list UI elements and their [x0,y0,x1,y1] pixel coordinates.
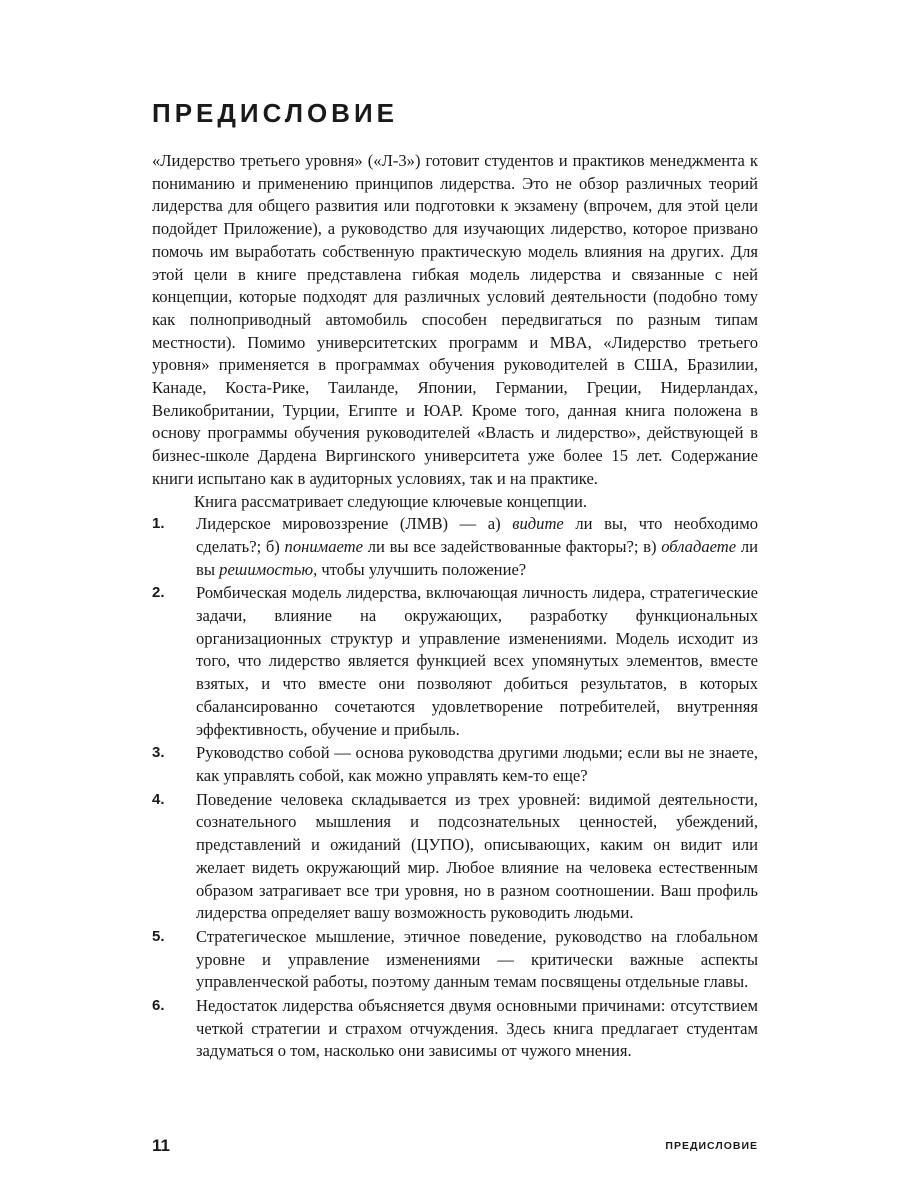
emphasis-text: решимостью [219,559,314,579]
text-segment: ли вы [196,536,759,579]
text-segment: ли вы, что необходимо сделать?; б) [196,514,758,556]
list-item-number: 2. [152,584,165,602]
list-item-1 [152,513,758,581]
list-item-text: Поведение человека складывается из трех уровней: видимой деятельности, сознательного мышления и подсознательных ценностей, убеждений, представлений и ожиданий (ЦУПО), описывающих, каким он видит или желает видеть окружающий мир. Любое влияние на человека естественным образом затрагивает все три уровня, но в разном соотношении. Ваш профиль лидерства определяет вашу возможность руководить людьми. [196,789,758,923]
list-item-text: Стратегическое мышление, этичное поведение, руководство на глобальном уровне и управление изменениями — критически важные аспекты управленческой работы, поэтому данным темам посвящены отдельные главы. [196,926,758,992]
list-item-number: 4. [152,790,165,808]
list-item-text: Ромбическая модель лидерства, включающая личность лидера, стратегические задачи, влияние на окружающих, разработку функциональных организационных структур и управление изменениями. Модель исходит из того, что лидерство является функцией всех упомянутых элементов, вместе взятых, и что вместе они позволяют добиться результатов, в которых сбалансированно сочетаются удовлетворение потребителей, внутренняя эффективность, обучение и прибыль. [196,583,758,739]
emphasis-text: видите [512,514,564,534]
page-number: 11 [152,1136,170,1155]
intro-paragraph: «Лидерство третьего уровня» («Л-3») готовит студентов и практиков менеджмента к пониманию и применению принципов лидерства. Это не обзор различных теорий лидерства для общего развития или подготовки к экзамену (впрочем, для этой цели подойдет Приложение), а руководство для изучающих лидерство, которое призвано помочь им выработать собственную практическую модель влияния на других. Для этой цели в книге представлена гибкая модель лидерства и связанные с ней концепции, которые подходят для различных условий деятельности (подобно тому как полноприводный автомобиль способен передвигаться по разным типам местности). Помимо университетских программ и MBA, «Лидерство третьего уровня» применяется в программах обучения руководителей в США, Бразилии, Канаде, Коста-Рике, Таиланде, Японии, Германии, Греции, Нидерландах, Великобритании, Турции, Египте и ЮАР. Кроме того, данная книга положена в основу программы обучения руководителей «Власть и лидерство», действующей в бизнес-школе Дардена Виргинского университета уже более 15 лет. Содержание книги испытано как в аудиторных условиях, так и на практике. [152,151,758,488]
list-intro: Книга рассматривает следующие ключевые концепции. [194,491,587,511]
list-item-text [196,514,758,578]
emphasis-text: понимаете [284,536,364,556]
list-item-3 [152,742,758,787]
text-segment: Лидерское мировоззрение (ЛМВ) — а) [196,514,513,534]
running-header: ПРЕДИСЛОВИЕ [665,1140,758,1152]
list-item-text: Недостаток лидерства объясняется двумя основными причинами: отсутствием четкой стратегии и страхом отчуждения. Здесь книга предлагает студентам задуматься о том, насколько они зависимы от чужого мнения. [196,996,758,1061]
list-item-2 [152,582,758,741]
list-item-5 [152,926,758,994]
list-item-6 [152,995,758,1063]
list-item-number: 3. [152,744,165,762]
body-text [152,150,758,1063]
text-segment: ли вы все задействованные факторы?; в) [363,536,662,556]
list-item-4 [152,789,758,925]
text-segment: , чтобы улучшить положение? [313,559,527,579]
list-item-number: 1. [152,515,165,533]
page-footer [152,1136,758,1160]
list-item-text: Руководство собой — основа руководства другими людьми; если вы не знаете, как управлять собой, как можно управлять кем-то еще? [196,743,758,785]
emphasis-text: обладаете [661,536,737,556]
concepts-list [152,513,758,1063]
list-item-number: 5. [152,927,165,945]
list-item-number: 6. [152,997,165,1015]
page-title: ПРЕДИСЛОВИЕ [152,98,398,128]
